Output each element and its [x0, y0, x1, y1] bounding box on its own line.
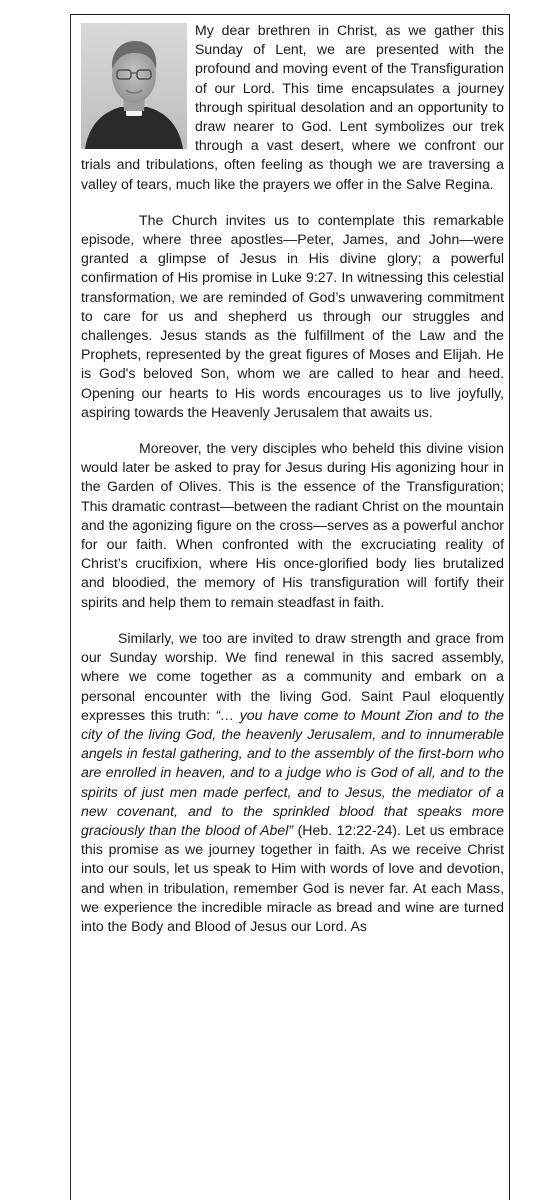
paragraph-4-continuation: (Heb. 12:22-24). Let us embrace this promise as we journey together in faith. As we receive Christ into our souls, let us speak to Him with words of love and devotion, and when in tribulation, remember God is never far. At each Mass, we experience the incredible miracle as bread and wine are turned into the Body and Blood of Jesus our Lord. As	[81, 821, 504, 934]
hebrews-quote: “… you have come to Mount Zion and to the city of the living God, the heavenly Jerusalem, and to innumerable angels in festal gathering, and to the assembly of the first-born who are enrolled in heaven, and to a judge who is God of all, and to the spirits of just men made perfect, and to Jesus, the mediator of a new covenant, and to the sprinkled blood that speaks more graciously than the blood of Abel”	[81, 706, 504, 838]
paragraph-4	[81, 629, 504, 936]
letter-page	[70, 14, 510, 1200]
paragraph-4-intro: Similarly, we too are invited to draw strength and grace from our Sunday worship. We find renewal in this sacred assembly, where we come together as a community and embark on a personal encounter with the living God. Saint Paul eloquently expresses this truth:	[81, 629, 504, 723]
paragraph-1: My dear brethren in Christ, as we gather this Sunday of Lent, we are presented with the profound and moving event of the Transfiguration of our Lord. This time encapsulates a journey through spiritual desolation and an opportunity to draw nearer to God. Lent symbolizes our trek through a vast desert, where we confront our trials and tribulations, often feeling as though we are traversing a valley of tears, much like the prayers we offer in the Salve Regina.	[81, 22, 504, 192]
letter-body	[81, 21, 504, 936]
paragraph-3: Moreover, the very disciples who beheld this divine vision would later be asked to pray for Jesus during His agonizing hour in the Garden of Olives. This is the essence of the Transfiguration; This dramatic contrast—between the radiant Christ on the mountain and the agonizing figure on the cross—serves as a powerful anchor for our faith. When confronted with the excruciating reality of Christ’s crucifixion, where His once-glorified body lies brutalized and bloodied, the memory of His transfiguration will fortify their spirits and help them to remain steadfast in faith.	[81, 440, 504, 610]
priest-portrait-image	[81, 23, 187, 149]
paragraph-2: The Church invites us to contemplate this remarkable episode, where three apostles—Peter, James, and John—were granted a glimpse of Jesus in His divine glory; a powerful confirmation of His promise in Luke 9:27. In witnessing this celestial transformation, we are reminded of God’s unwavering commitment to care for us and shepherd us through our struggles and challenges. Jesus stands as the fulfillment of the Law and the Prophets, represented by the great figures of Moses and Elijah. He is God's beloved Son, whom we are called to hear and heed. Opening our hearts to His words encourages us to live joyfully, aspiring towards the Heavenly Jerusalem that awaits us.	[81, 211, 504, 420]
